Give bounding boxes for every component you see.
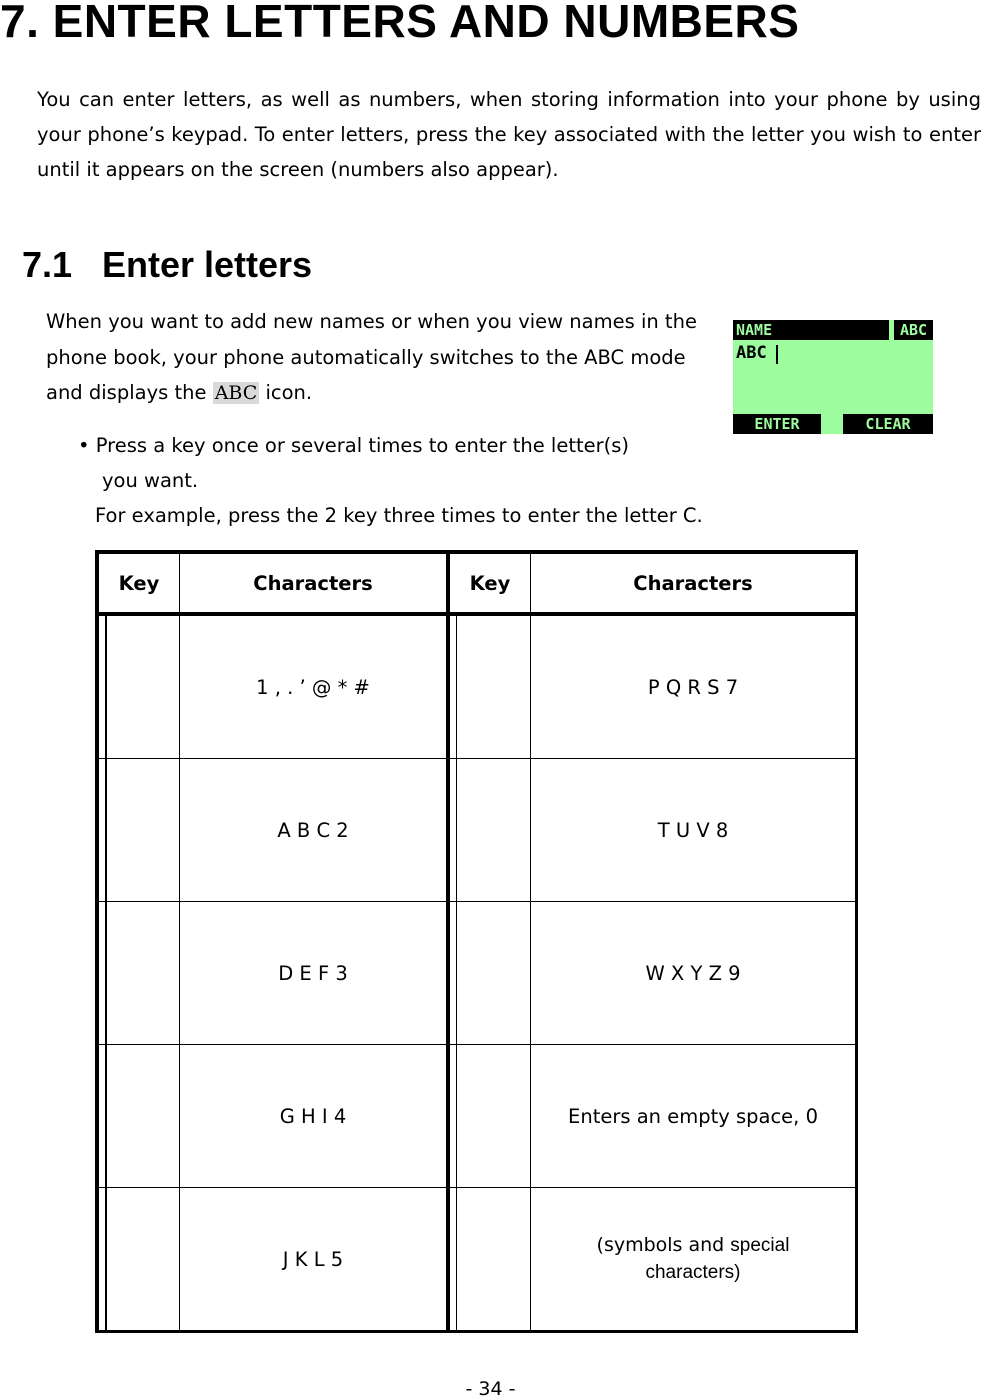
key-cell (97, 759, 180, 902)
key-cell (448, 759, 531, 902)
table-row (97, 759, 857, 902)
characters-cell: W X Y Z 9 (531, 902, 857, 1045)
page-number: - 34 - (465, 1378, 516, 1400)
characters-cell: Enters an empty space, 0 (531, 1045, 857, 1188)
screen-title: NAME (736, 321, 773, 339)
characters-cell: A B C 2 (180, 759, 449, 902)
table-row (97, 902, 857, 1045)
key-cell (448, 614, 531, 759)
header-characters: Characters (180, 552, 449, 614)
section-title: Enter letters (102, 244, 313, 285)
text-cursor (776, 345, 778, 364)
page-heading: 7. ENTER LETTERS AND NUMBERS (0, 0, 800, 47)
key-characters-table (95, 550, 858, 1333)
header-characters: Characters (531, 552, 857, 614)
abc-mode-icon: ABC (214, 382, 258, 404)
symbols-text-special: special (730, 1235, 790, 1256)
phone-screen (733, 320, 933, 434)
para-text: When you want to add new names or when you view names in the phone book, your phone automatically switches to the ABC mode and displays the (46, 310, 697, 404)
section-heading (22, 244, 312, 286)
example-text: For example, press the 2 key three times to enter the letter C. (95, 504, 703, 527)
bullet-line-1: • Press a key once or several times to enter the letter(s) (78, 434, 630, 457)
characters-cell: G H I 4 (180, 1045, 449, 1188)
bullet-item (78, 428, 718, 498)
table-header-row (97, 552, 857, 614)
key-cell (97, 902, 180, 1045)
key-cell (97, 614, 180, 759)
para-text-end: icon. (265, 381, 313, 404)
table-row (97, 1045, 857, 1188)
symbols-text: (symbols and (596, 1234, 725, 1256)
key-cell (97, 1045, 180, 1188)
key-cell (97, 1188, 180, 1332)
section-number: 7.1 (22, 244, 73, 285)
table-row (97, 1188, 857, 1332)
characters-cell: D E F 3 (180, 902, 449, 1045)
symbols-text-line2: characters) (645, 1262, 741, 1283)
characters-cell: 1 , . ’ @ * # (180, 614, 449, 759)
entry-text: ABC (736, 343, 767, 363)
characters-cell (531, 1188, 857, 1332)
characters-cell: J K L 5 (180, 1188, 449, 1332)
key-cell (448, 1045, 531, 1188)
intro-paragraph: You can enter letters, as well as numbers, when storing information into your phone by using your phone’s keypad. To enter letters, press the key associated with the letter you wish to enter until it appears on the screen (numbers also appear). (37, 88, 981, 181)
key-cell (448, 1188, 531, 1332)
clear-softkey: CLEAR (843, 414, 933, 434)
table-row (97, 614, 857, 759)
enter-softkey: ENTER (733, 414, 821, 434)
characters-cell: T U V 8 (531, 759, 857, 902)
characters-cell: P Q R S 7 (531, 614, 857, 759)
mode-indicator: ABC (894, 320, 933, 340)
section-paragraph (46, 304, 716, 412)
key-cell (448, 902, 531, 1045)
header-key: Key (448, 552, 531, 614)
bullet-line-2: you want. (102, 469, 199, 492)
header-key: Key (97, 552, 180, 614)
